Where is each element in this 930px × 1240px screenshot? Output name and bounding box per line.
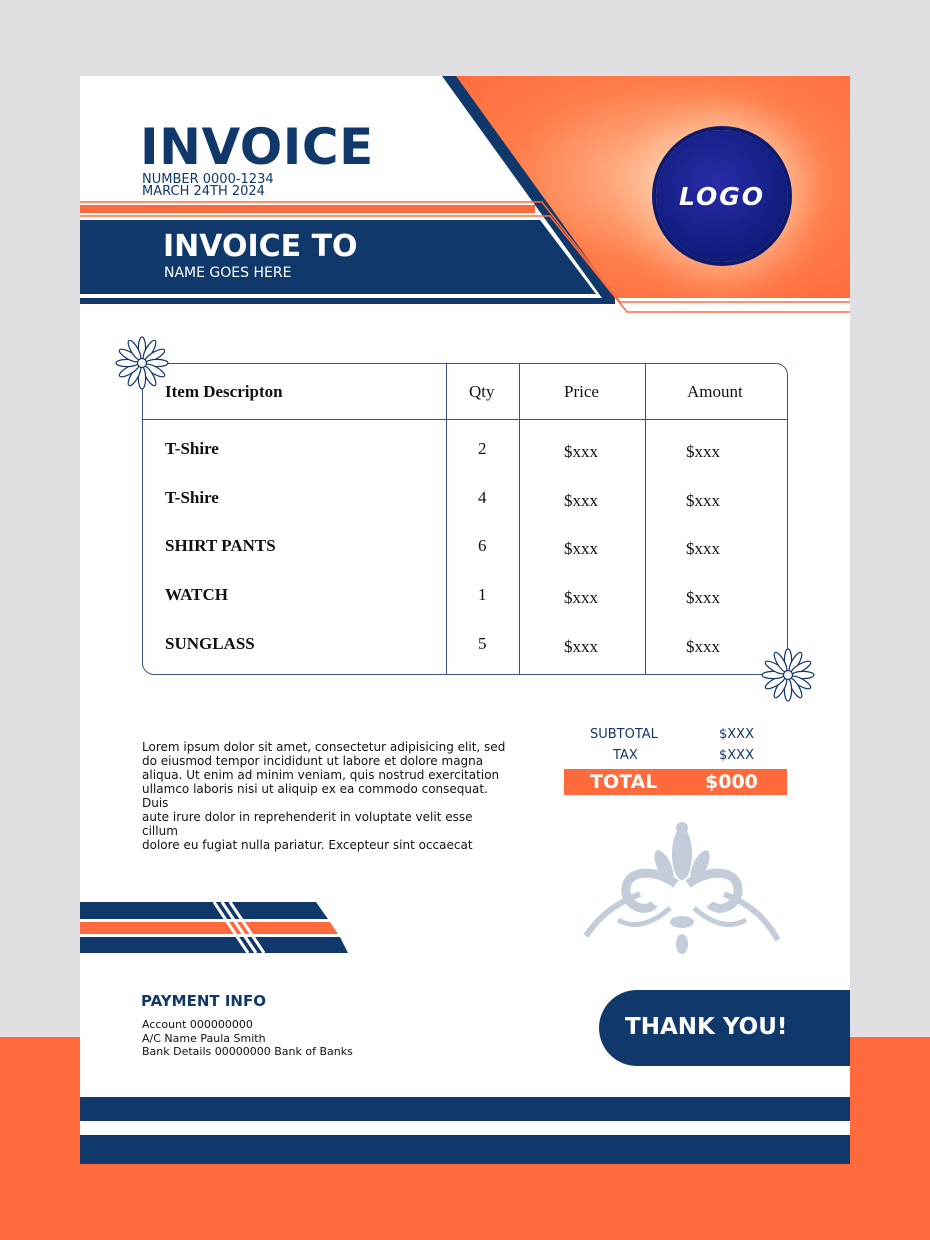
invoice-number: NUMBER 0000-1234 [142,172,274,187]
flower-icon [114,335,170,391]
row-qty: 1 [478,585,487,604]
row-amount: $xxx [686,539,720,558]
row-item: WATCH [165,585,228,604]
notes-text [142,740,512,852]
row-item: T-Shire [165,439,219,458]
footer-orange-bar [80,922,338,934]
row-amount: $xxx [686,491,720,510]
invoice-date: MARCH 24TH 2024 [142,184,265,199]
tax-label: TAX [613,748,638,763]
payment-ac-name: A/C Name Paula Smith [142,1032,266,1045]
row-amount: $xxx [686,637,720,656]
invoice-to-name: NAME GOES HERE [164,265,292,281]
invoice-page [80,76,850,1164]
table-divider [519,364,520,674]
table-header-divider [143,419,787,420]
row-qty: 4 [478,488,487,507]
row-qty: 5 [478,634,487,653]
notes-line: ullamco laboris nisi ut aliquip ex ea commodo consequat. Duis [142,782,488,810]
logo [656,130,788,262]
row-amount: $xxx [686,588,720,607]
ornament-icon [586,822,778,954]
table-divider [645,364,646,674]
payment-bank: Bank Details 00000000 Bank of Banks [142,1045,353,1058]
thank-you-text: THANK YOU! [625,1014,788,1040]
subtotal-label: SUBTOTAL [590,727,658,742]
row-qty: 6 [478,536,487,555]
column-header-item: Item Descripton [165,382,283,401]
row-qty: 2 [478,439,487,458]
notes-line: Lorem ipsum dolor sit amet, consectetur adipisicing elit, sed [142,740,506,754]
logo-text: LOGO [678,181,766,211]
row-item: SHIRT PANTS [165,536,276,555]
notes-line: aliqua. Ut enim ad minim veniam, quis nostrud exercitation [142,768,500,782]
invoice-title: INVOICE [140,118,374,176]
footer-navy-bar-top [80,902,328,919]
subtotal-value: $XXX [719,727,754,742]
invoice-to-label: INVOICE TO [163,229,358,264]
total-label: TOTAL [590,771,658,793]
row-price: $xxx [564,588,598,607]
column-header-qty: Qty [469,382,495,401]
bottom-stripe-upper [80,1097,850,1121]
tax-value: $XXX [719,748,754,763]
row-item: T-Shire [165,488,219,507]
row-price: $xxx [564,491,598,510]
row-item: SUNGLASS [165,634,255,653]
row-price: $xxx [564,539,598,558]
row-amount: $xxx [686,442,720,461]
header-orange-stripe [80,205,535,213]
footer-navy-bar-bottom [80,937,348,953]
notes-line: aute irure dolor in reprehenderit in voluptate velit esse cillum [142,810,473,838]
table-divider [446,364,447,674]
total-bar [564,769,787,795]
row-price: $xxx [564,442,598,461]
invoice-to-underline [80,298,615,304]
payment-info-heading: PAYMENT INFO [141,992,266,1010]
row-price: $xxx [564,637,598,656]
column-header-price: Price [564,382,599,401]
total-value: $000 [705,771,758,793]
column-header-amount: Amount [687,382,743,401]
payment-account: Account 000000000 [142,1018,253,1031]
notes-line: dolore eu fugiat nulla pariatur. Excepteur sint occaecat [142,838,473,852]
notes-line: do eiusmod tempor incididunt ut labore et dolore magna [142,754,484,768]
thank-you-banner [599,990,850,1066]
bottom-stripe-lower [80,1135,850,1164]
flower-icon [760,647,816,703]
items-table [142,363,788,675]
